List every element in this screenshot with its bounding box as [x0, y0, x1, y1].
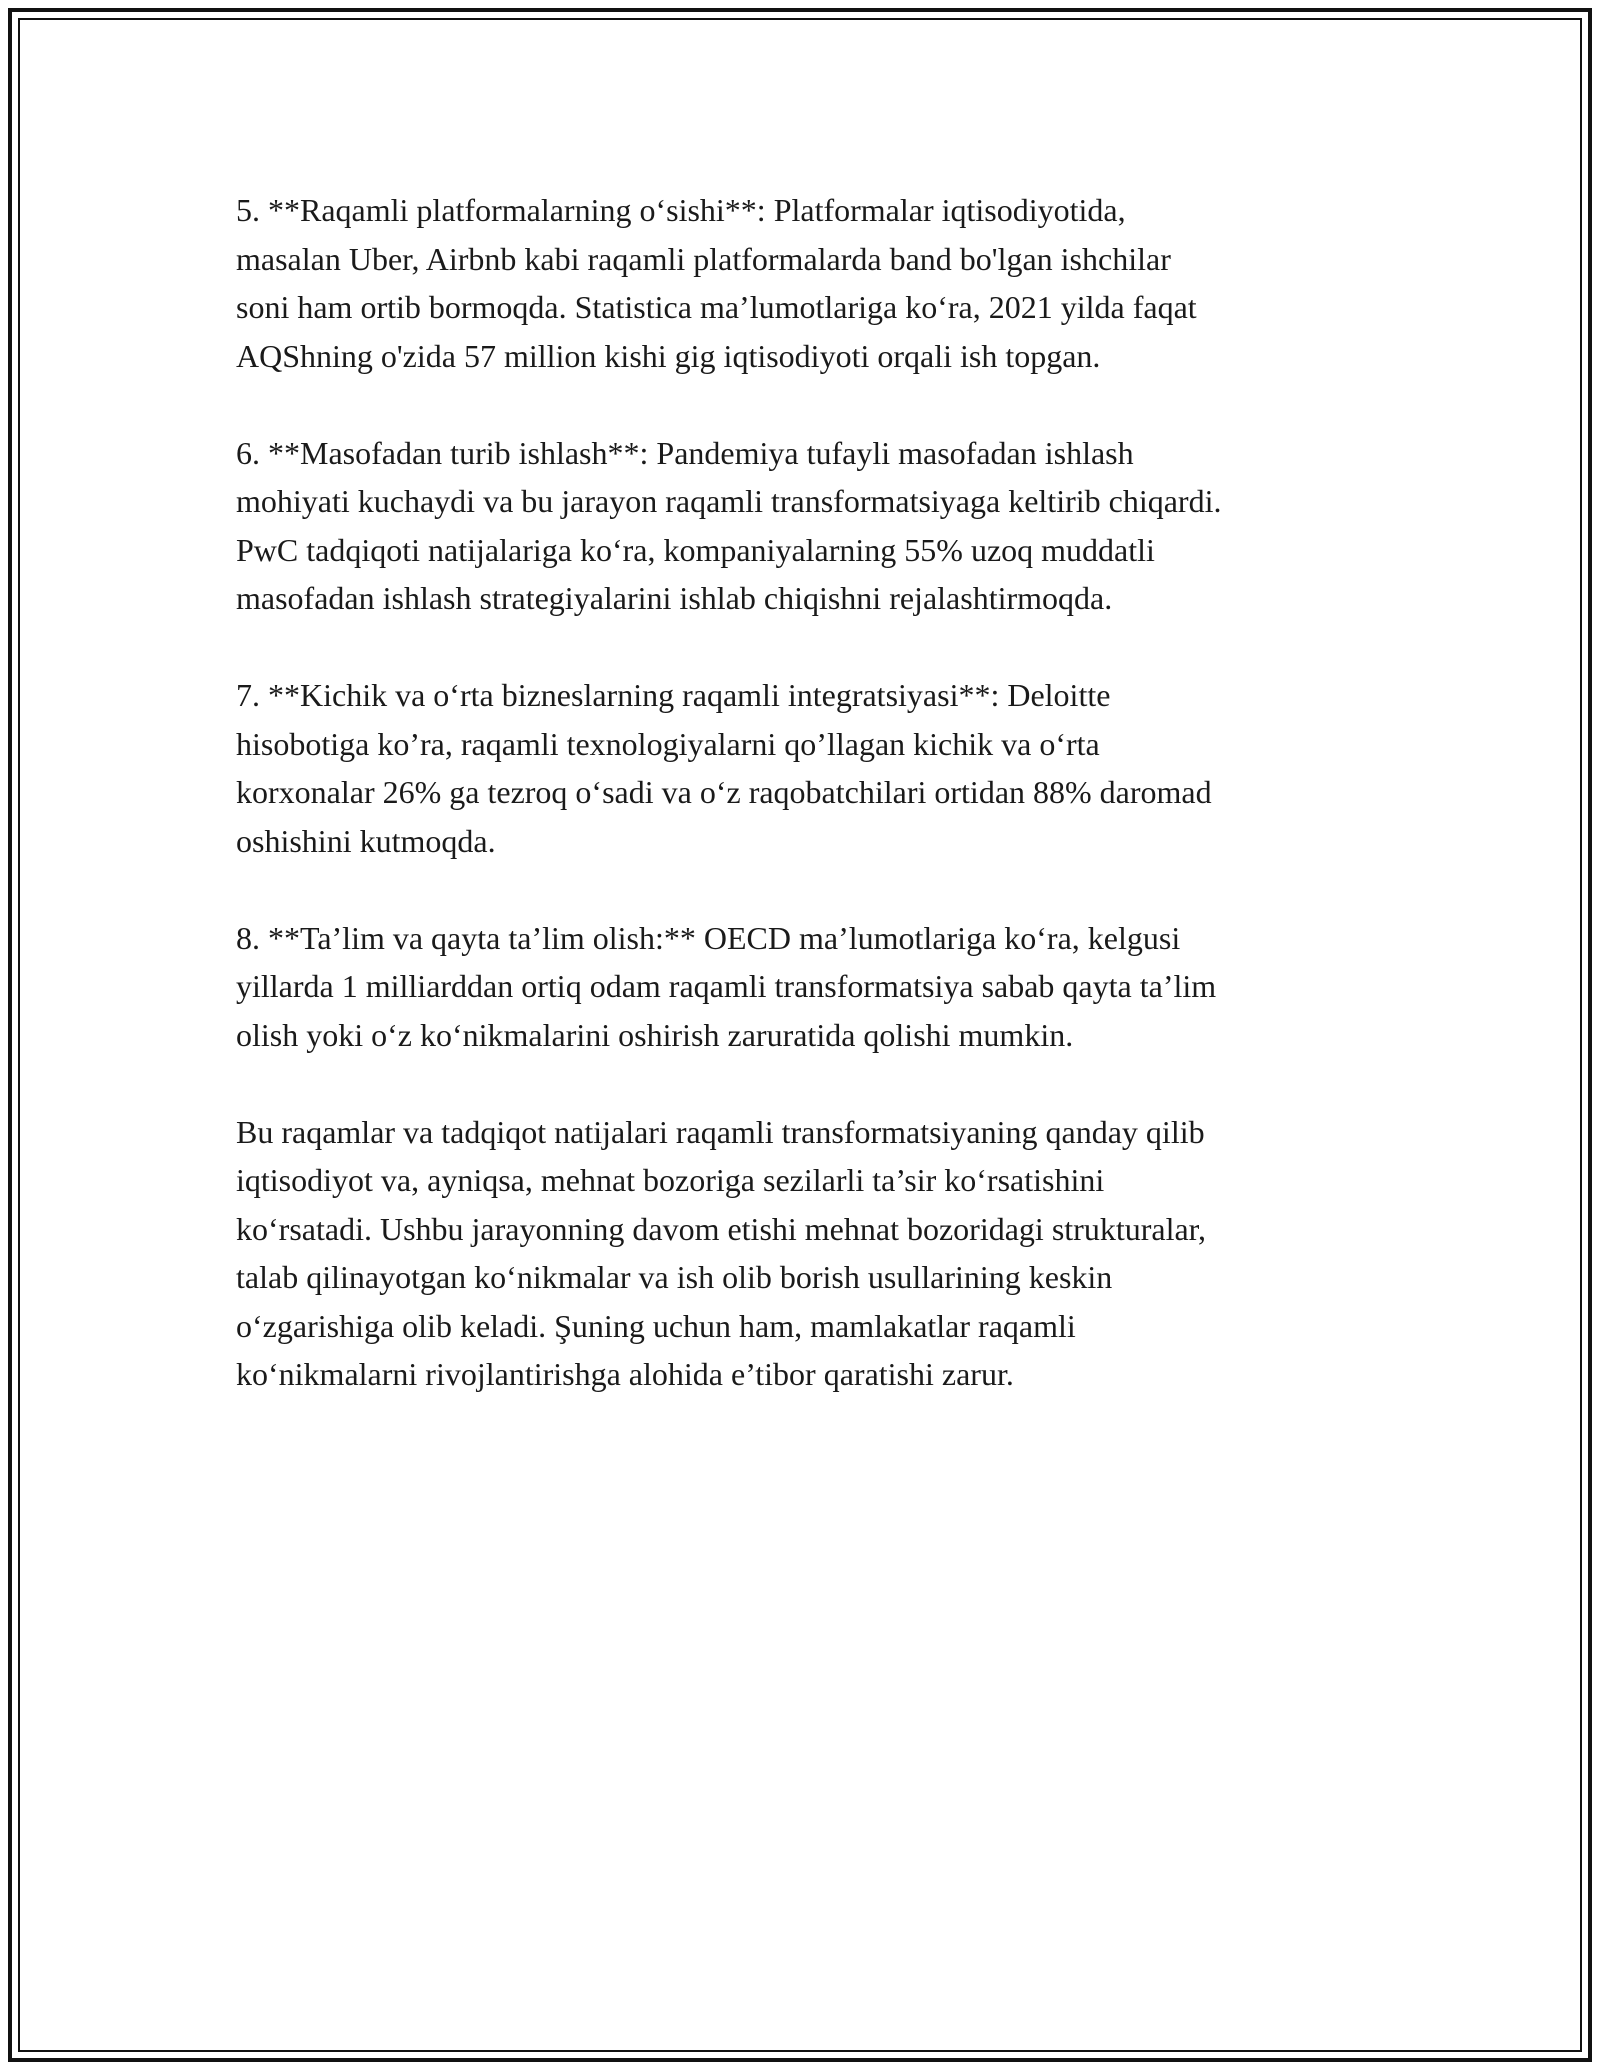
text-line: soni ham ortib bormoqda. Statistica ma’lumotlariga ko‘ra, 2021 yilda faqat [236, 289, 1197, 325]
paragraph-education [236, 914, 1386, 1060]
text-line: 5. **Raqamli platformalarning o‘sishi**: Platformalar iqtisodiyotida, [236, 192, 1126, 228]
text-line: olish yoki o‘z ko‘nikmalarini oshirish zaruratida qolishi mumkin. [236, 1016, 1074, 1053]
text-line: 7. **Kichik va o‘rta bizneslarning raqamli integratsiyasi**: Deloitte [236, 677, 1111, 713]
text-line: yillarda 1 milliarddan ortiq odam raqamli transformatsiya sabab qayta ta’lim [236, 968, 1217, 1004]
text-line: ko‘rsatadi. Ushbu jarayonning davom etishi mehnat bozoridagi strukturalar, [236, 1210, 1207, 1247]
text-line: oshishini kutmoqda. [236, 822, 496, 859]
paragraph-sme-integration [236, 671, 1386, 865]
text-line: masalan Uber, Airbnb kabi raqamli platformalarda band bo'lgan ishchilar [236, 240, 1171, 277]
text-line: Bu raqamlar va tadqiqot natijalari raqamli transformatsiyaning qanday qilib [236, 1113, 1205, 1150]
text-line: PwC tadqiqoti natijalariga ko‘ra, kompaniyalarning 55% uzoq muddatli [236, 531, 1155, 568]
text-line: AQShning o'zida 57 million kishi gig iqtisodiyoti orqali ish topgan. [236, 337, 1101, 374]
text-line: mohiyati kuchaydi va bu jarayon raqamli transformatsiyaga keltirib chiqardi. [236, 483, 1222, 519]
text-line: masofadan ishlash strategiyalarini ishlab chiqishni rejalashtirmoqda. [236, 580, 1113, 616]
text-line: o‘zgarishiga olib keladi. Şuning uchun ham, mamlakatlar raqamli [236, 1307, 1076, 1344]
document-body [236, 186, 1386, 1447]
paragraph-platforms [236, 186, 1386, 380]
paragraph-conclusion [236, 1108, 1386, 1399]
text-line: iqtisodiyot va, ayniqsa, mehnat bozoriga sezilarli ta’sir ko‘rsatishini [236, 1162, 1105, 1198]
paragraph-remote-work [236, 429, 1386, 623]
text-line: 8. **Ta’lim va qayta ta’lim olish:** OECD ma’lumotlariga ko‘ra, kelgusi [236, 919, 1181, 956]
text-line: 6. **Masofadan turib ishlash**: Pandemiya tufayli masofadan ishlash [236, 434, 1134, 471]
text-line: hisobotiga ko’ra, raqamli texnologiyalarni qo’llagan kichik va o‘rta [236, 725, 1100, 762]
text-line: talab qilinayotgan ko‘nikmalar va ish olib borish usullarining keskin [236, 1259, 1113, 1295]
text-line: korxonalar 26% ga tezroq o‘sadi va o‘z raqobatchilari ortidan 88% daromad [236, 774, 1212, 810]
text-line: ko‘nikmalarni rivojlantirishga alohida e’tibor qaratishi zarur. [236, 1356, 1014, 1392]
